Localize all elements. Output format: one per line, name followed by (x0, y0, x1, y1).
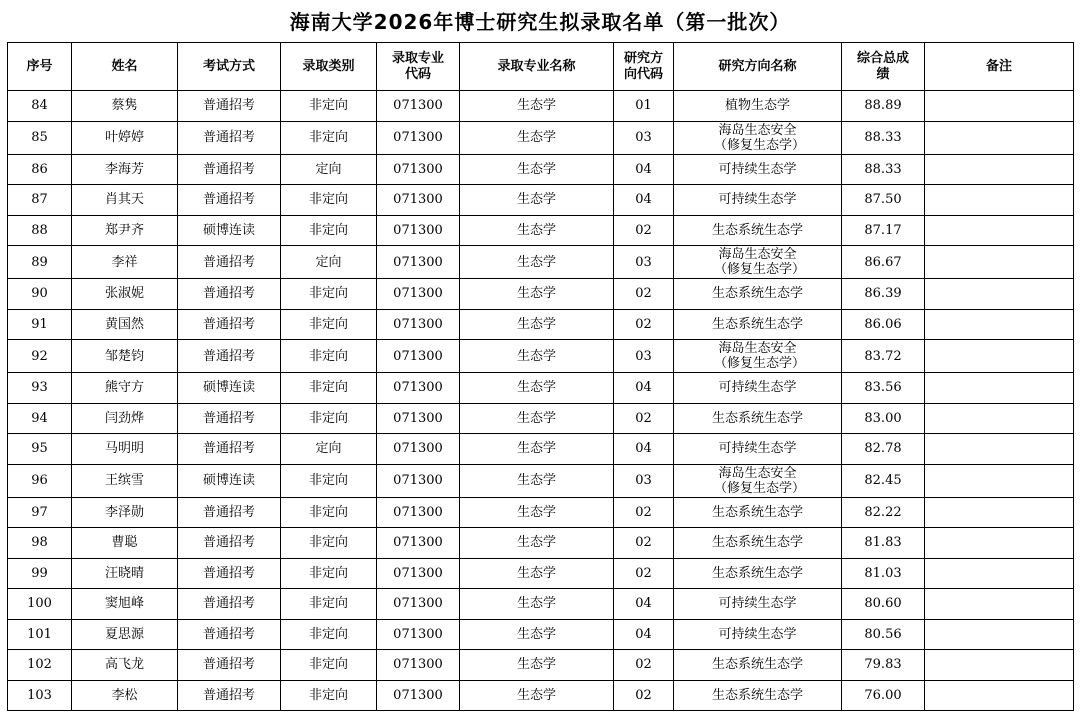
cell-type: 非定向 (281, 558, 377, 589)
cell-type: 非定向 (281, 403, 377, 434)
cell-method: 硕博连读 (178, 464, 281, 497)
cell-no: 89 (8, 246, 72, 279)
cell-name: 蔡隽 (72, 91, 178, 122)
cell-major-code: 071300 (377, 680, 460, 711)
cell-major: 生态学 (460, 121, 614, 154)
cell-note (925, 589, 1074, 620)
cell-major-code: 071300 (377, 589, 460, 620)
cell-major: 生态学 (460, 589, 614, 620)
cell-dir-code: 02 (614, 558, 674, 589)
cell-note (925, 279, 1074, 310)
cell-score: 82.22 (842, 497, 925, 528)
cell-method: 普通招考 (178, 680, 281, 711)
cell-note (925, 403, 1074, 434)
cell-name: 夏思源 (72, 619, 178, 650)
cell-name: 汪晓晴 (72, 558, 178, 589)
cell-major: 生态学 (460, 246, 614, 279)
cell-type: 非定向 (281, 185, 377, 216)
cell-major: 生态学 (460, 91, 614, 122)
header-dir-name: 研究方向名称 (674, 43, 842, 91)
table-row (8, 91, 1074, 122)
cell-major-code: 071300 (377, 619, 460, 650)
cell-name: 黄国然 (72, 309, 178, 340)
cell-major: 生态学 (460, 154, 614, 185)
cell-score: 83.56 (842, 373, 925, 404)
cell-method: 普通招考 (178, 558, 281, 589)
cell-note (925, 619, 1074, 650)
cell-no: 91 (8, 309, 72, 340)
cell-name: 邹楚钧 (72, 340, 178, 373)
cell-dir-code: 02 (614, 309, 674, 340)
cell-name: 张淑妮 (72, 279, 178, 310)
cell-method: 普通招考 (178, 434, 281, 465)
cell-no: 94 (8, 403, 72, 434)
cell-type: 非定向 (281, 121, 377, 154)
cell-no: 88 (8, 215, 72, 246)
cell-dir-name: 植物生态学 (674, 91, 842, 122)
table-row (8, 464, 1074, 497)
cell-no: 84 (8, 91, 72, 122)
cell-no: 99 (8, 558, 72, 589)
cell-note (925, 215, 1074, 246)
cell-major-code: 071300 (377, 558, 460, 589)
cell-method: 普通招考 (178, 246, 281, 279)
cell-score: 86.67 (842, 246, 925, 279)
cell-dir-name: 可持续生态学 (674, 373, 842, 404)
cell-no: 96 (8, 464, 72, 497)
table-row (8, 619, 1074, 650)
cell-dir-name: 海岛生态安全（修复生态学） (674, 246, 842, 279)
cell-major: 生态学 (460, 464, 614, 497)
cell-dir-code: 02 (614, 215, 674, 246)
cell-major-code: 071300 (377, 121, 460, 154)
cell-dir-code: 04 (614, 589, 674, 620)
cell-type: 定向 (281, 434, 377, 465)
table-row (8, 528, 1074, 559)
cell-type: 非定向 (281, 215, 377, 246)
cell-dir-name: 生态系统生态学 (674, 309, 842, 340)
cell-method: 普通招考 (178, 91, 281, 122)
cell-score: 82.78 (842, 434, 925, 465)
cell-dir-name: 可持续生态学 (674, 434, 842, 465)
header-major-code: 录取专业代码 (377, 43, 460, 91)
cell-dir-code: 02 (614, 279, 674, 310)
cell-note (925, 434, 1074, 465)
cell-dir-name: 生态系统生态学 (674, 680, 842, 711)
cell-method: 普通招考 (178, 528, 281, 559)
cell-name: 熊守方 (72, 373, 178, 404)
cell-major: 生态学 (460, 403, 614, 434)
cell-dir-code: 02 (614, 497, 674, 528)
cell-score: 81.03 (842, 558, 925, 589)
header-note: 备注 (925, 43, 1074, 91)
table-row (8, 373, 1074, 404)
cell-score: 82.45 (842, 464, 925, 497)
cell-note (925, 340, 1074, 373)
cell-major: 生态学 (460, 434, 614, 465)
cell-major: 生态学 (460, 528, 614, 559)
cell-note (925, 373, 1074, 404)
cell-no: 86 (8, 154, 72, 185)
cell-type: 定向 (281, 246, 377, 279)
cell-method: 普通招考 (178, 589, 281, 620)
cell-method: 普通招考 (178, 279, 281, 310)
cell-no: 90 (8, 279, 72, 310)
cell-dir-code: 02 (614, 528, 674, 559)
cell-dir-name: 生态系统生态学 (674, 403, 842, 434)
cell-score: 80.56 (842, 619, 925, 650)
cell-method: 普通招考 (178, 650, 281, 681)
cell-dir-name: 可持续生态学 (674, 154, 842, 185)
cell-score: 86.06 (842, 309, 925, 340)
table-row (8, 340, 1074, 373)
header-type: 录取类别 (281, 43, 377, 91)
cell-type: 非定向 (281, 619, 377, 650)
header-dir-code: 研究方向代码 (614, 43, 674, 91)
cell-method: 普通招考 (178, 403, 281, 434)
cell-dir-name: 生态系统生态学 (674, 497, 842, 528)
cell-no: 103 (8, 680, 72, 711)
cell-type: 非定向 (281, 680, 377, 711)
cell-method: 普通招考 (178, 619, 281, 650)
cell-type: 非定向 (281, 373, 377, 404)
cell-name: 肖其天 (72, 185, 178, 216)
cell-dir-name: 可持续生态学 (674, 619, 842, 650)
cell-dir-name: 可持续生态学 (674, 589, 842, 620)
cell-method: 普通招考 (178, 121, 281, 154)
cell-note (925, 309, 1074, 340)
cell-major-code: 071300 (377, 91, 460, 122)
cell-type: 非定向 (281, 309, 377, 340)
cell-no: 95 (8, 434, 72, 465)
table-row (8, 558, 1074, 589)
cell-major-code: 071300 (377, 497, 460, 528)
cell-major-code: 071300 (377, 528, 460, 559)
cell-major: 生态学 (460, 309, 614, 340)
cell-no: 98 (8, 528, 72, 559)
cell-note (925, 650, 1074, 681)
cell-major-code: 071300 (377, 403, 460, 434)
cell-method: 硕博连读 (178, 215, 281, 246)
cell-name: 高飞龙 (72, 650, 178, 681)
cell-dir-code: 04 (614, 185, 674, 216)
cell-no: 101 (8, 619, 72, 650)
table-row (8, 497, 1074, 528)
cell-major: 生态学 (460, 497, 614, 528)
cell-no: 93 (8, 373, 72, 404)
table-row (8, 650, 1074, 681)
cell-no: 102 (8, 650, 72, 681)
cell-major: 生态学 (460, 185, 614, 216)
table-row (8, 185, 1074, 216)
cell-dir-name: 可持续生态学 (674, 185, 842, 216)
table-row (8, 589, 1074, 620)
cell-name: 马明明 (72, 434, 178, 465)
cell-type: 非定向 (281, 650, 377, 681)
cell-no: 85 (8, 121, 72, 154)
cell-note (925, 185, 1074, 216)
header-method: 考试方式 (178, 43, 281, 91)
cell-method: 普通招考 (178, 185, 281, 216)
cell-note (925, 464, 1074, 497)
cell-note (925, 497, 1074, 528)
cell-score: 88.33 (842, 154, 925, 185)
cell-score: 87.17 (842, 215, 925, 246)
cell-name: 闫劲烨 (72, 403, 178, 434)
cell-note (925, 91, 1074, 122)
cell-major-code: 071300 (377, 373, 460, 404)
header-no: 序号 (8, 43, 72, 91)
cell-dir-code: 03 (614, 464, 674, 497)
table-row (8, 403, 1074, 434)
table-row (8, 680, 1074, 711)
cell-type: 非定向 (281, 528, 377, 559)
cell-note (925, 558, 1074, 589)
cell-major: 生态学 (460, 650, 614, 681)
cell-major: 生态学 (460, 680, 614, 711)
cell-method: 普通招考 (178, 309, 281, 340)
cell-score: 76.00 (842, 680, 925, 711)
cell-score: 79.83 (842, 650, 925, 681)
cell-major-code: 071300 (377, 340, 460, 373)
cell-dir-code: 04 (614, 434, 674, 465)
cell-type: 非定向 (281, 91, 377, 122)
table-row (8, 279, 1074, 310)
cell-no: 87 (8, 185, 72, 216)
cell-dir-name: 生态系统生态学 (674, 215, 842, 246)
cell-major: 生态学 (460, 340, 614, 373)
admission-table (7, 42, 1074, 711)
cell-name: 李祥 (72, 246, 178, 279)
cell-name: 窦旭峰 (72, 589, 178, 620)
cell-note (925, 154, 1074, 185)
table-row (8, 215, 1074, 246)
cell-major-code: 071300 (377, 215, 460, 246)
cell-dir-name: 海岛生态安全（修复生态学） (674, 464, 842, 497)
cell-score: 83.00 (842, 403, 925, 434)
cell-major: 生态学 (460, 373, 614, 404)
cell-no: 97 (8, 497, 72, 528)
cell-dir-code: 04 (614, 154, 674, 185)
cell-major-code: 071300 (377, 185, 460, 216)
cell-score: 81.83 (842, 528, 925, 559)
cell-dir-code: 01 (614, 91, 674, 122)
cell-dir-name: 生态系统生态学 (674, 650, 842, 681)
cell-dir-name: 生态系统生态学 (674, 279, 842, 310)
cell-score: 87.50 (842, 185, 925, 216)
cell-score: 88.33 (842, 121, 925, 154)
cell-name: 曹聪 (72, 528, 178, 559)
cell-type: 非定向 (281, 589, 377, 620)
cell-type: 非定向 (281, 279, 377, 310)
cell-name: 郑尹齐 (72, 215, 178, 246)
cell-dir-code: 02 (614, 650, 674, 681)
cell-method: 普通招考 (178, 154, 281, 185)
cell-major: 生态学 (460, 279, 614, 310)
cell-name: 李松 (72, 680, 178, 711)
table-row (8, 246, 1074, 279)
cell-major-code: 071300 (377, 650, 460, 681)
cell-type: 定向 (281, 154, 377, 185)
cell-dir-code: 02 (614, 680, 674, 711)
cell-no: 92 (8, 340, 72, 373)
cell-dir-code: 03 (614, 121, 674, 154)
cell-name: 叶婷婷 (72, 121, 178, 154)
cell-dir-code: 04 (614, 373, 674, 404)
cell-dir-code: 03 (614, 340, 674, 373)
header-score: 综合总成绩 (842, 43, 925, 91)
cell-note (925, 680, 1074, 711)
document-title: 海南大学2026年博士研究生拟录取名单（第一批次） (289, 10, 791, 34)
cell-type: 非定向 (281, 464, 377, 497)
cell-name: 李海芳 (72, 154, 178, 185)
cell-major-code: 071300 (377, 434, 460, 465)
cell-score: 88.89 (842, 91, 925, 122)
cell-major: 生态学 (460, 558, 614, 589)
cell-major: 生态学 (460, 619, 614, 650)
table-row (8, 154, 1074, 185)
cell-dir-code: 04 (614, 619, 674, 650)
header-name: 姓名 (72, 43, 178, 91)
cell-note (925, 246, 1074, 279)
table-row (8, 309, 1074, 340)
cell-no: 100 (8, 589, 72, 620)
cell-dir-name: 生态系统生态学 (674, 558, 842, 589)
cell-dir-code: 03 (614, 246, 674, 279)
table-row (8, 434, 1074, 465)
cell-name: 王缤雪 (72, 464, 178, 497)
cell-dir-code: 02 (614, 403, 674, 434)
cell-note (925, 121, 1074, 154)
cell-type: 非定向 (281, 497, 377, 528)
cell-dir-name: 海岛生态安全（修复生态学） (674, 121, 842, 154)
cell-note (925, 528, 1074, 559)
header-major: 录取专业名称 (460, 43, 614, 91)
cell-major: 生态学 (460, 215, 614, 246)
cell-major-code: 071300 (377, 309, 460, 340)
cell-type: 非定向 (281, 340, 377, 373)
cell-method: 普通招考 (178, 497, 281, 528)
cell-major-code: 071300 (377, 154, 460, 185)
cell-major-code: 071300 (377, 246, 460, 279)
cell-score: 86.39 (842, 279, 925, 310)
cell-major-code: 071300 (377, 464, 460, 497)
cell-dir-name: 生态系统生态学 (674, 528, 842, 559)
cell-major-code: 071300 (377, 279, 460, 310)
cell-method: 硕博连读 (178, 373, 281, 404)
cell-score: 80.60 (842, 589, 925, 620)
cell-dir-name: 海岛生态安全（修复生态学） (674, 340, 842, 373)
cell-name: 李泽勋 (72, 497, 178, 528)
cell-score: 83.72 (842, 340, 925, 373)
table-header-row (8, 43, 1074, 91)
cell-method: 普通招考 (178, 340, 281, 373)
table-row (8, 121, 1074, 154)
